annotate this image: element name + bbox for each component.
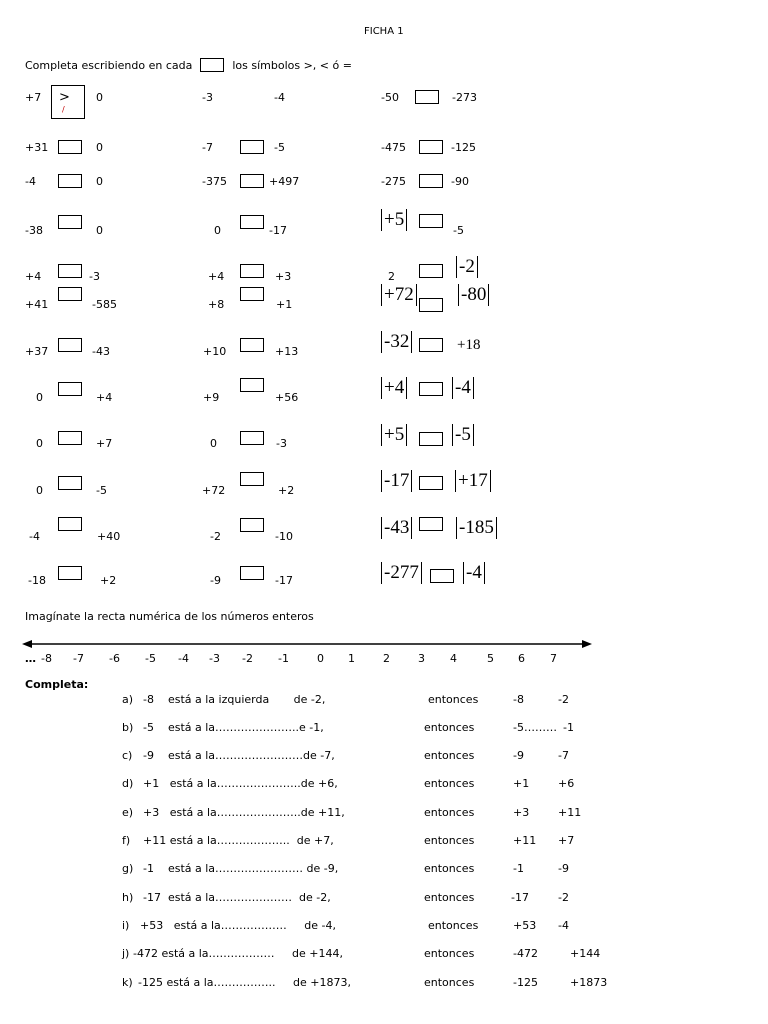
tick-label: -2	[242, 652, 253, 665]
right-number: -17	[269, 224, 287, 237]
item-b: -7	[558, 749, 569, 762]
right-number: 0	[96, 175, 103, 188]
left-number: -50	[381, 91, 399, 104]
left-number: -38	[25, 224, 43, 237]
item-letter: j)	[122, 947, 130, 960]
answer-box[interactable]	[240, 174, 264, 188]
tick-label: 2	[383, 652, 390, 665]
item-b: +144	[570, 947, 601, 960]
answer-symbol: >	[59, 90, 70, 105]
item-b: -9	[558, 862, 569, 875]
item-a: +1	[513, 777, 530, 790]
right-number: +13	[275, 345, 299, 358]
answer-box[interactable]	[58, 382, 82, 396]
right-number: -3	[276, 437, 287, 450]
right-number: +18	[457, 337, 481, 353]
tick-label: -5	[145, 652, 156, 665]
absolute-value: -2	[456, 256, 478, 278]
number-line-title: Imagínate la recta numérica de los números enteros	[25, 610, 314, 623]
absolute-value: +5	[381, 424, 407, 446]
item-b: +6	[558, 777, 575, 790]
item-a: -17	[511, 891, 529, 904]
item-b: +1873	[570, 976, 608, 989]
right-number: -5	[96, 484, 107, 497]
absolute-value: -4	[452, 377, 474, 399]
left-number: -275	[381, 175, 406, 188]
item-a: -5………	[513, 721, 557, 734]
item-b: -1	[563, 721, 574, 734]
absolute-value: -17	[381, 470, 412, 492]
item-letter: g)	[122, 862, 134, 875]
left-number: -18	[28, 574, 46, 587]
left-number: +4	[25, 270, 42, 283]
item-entonces: entonces	[428, 693, 479, 706]
answer-box[interactable]	[415, 90, 439, 104]
answer-box[interactable]	[58, 476, 82, 490]
answer-box[interactable]	[58, 431, 82, 445]
absolute-value: -4	[463, 562, 485, 584]
item-a: +53	[513, 919, 537, 932]
answer-box[interactable]	[240, 378, 264, 392]
left-number: +9	[203, 391, 220, 404]
item-b: +7	[558, 834, 575, 847]
item-entonces: entonces	[424, 947, 475, 960]
instruction	[25, 58, 352, 72]
left-number: +37	[25, 345, 49, 358]
left-number: 0	[36, 484, 43, 497]
worksheet-title: FICHA 1	[364, 26, 404, 37]
answer-box[interactable]	[419, 298, 443, 312]
right-number: +40	[97, 530, 121, 543]
answer-box[interactable]	[430, 569, 454, 583]
item-letter: a)	[122, 693, 134, 706]
item-statement: -1 está a la…………………… de -9,	[143, 862, 339, 875]
answer-box[interactable]	[240, 472, 264, 486]
item-b: -4	[558, 919, 569, 932]
item-statement: +3 está a la…………………..de +11,	[143, 806, 345, 819]
right-number: +1	[276, 298, 293, 311]
item-letter: f)	[122, 834, 131, 847]
left-number: 0	[36, 437, 43, 450]
answer-box[interactable]	[419, 432, 443, 446]
right-number: 0	[96, 91, 103, 104]
item-a: -125	[513, 976, 538, 989]
item-statement: -17 está a la………………… de -2,	[143, 891, 331, 904]
left-number: -4	[25, 175, 36, 188]
tick-label: 1	[348, 652, 355, 665]
item-statement: -472 está a la……………… de +144,	[133, 947, 343, 960]
completa-heading: Completa:	[25, 678, 89, 691]
item-b: +11	[558, 806, 582, 819]
answer-box[interactable]	[58, 174, 82, 188]
right-number: -273	[452, 91, 477, 104]
right-number: 0	[96, 224, 103, 237]
absolute-value: -32	[381, 331, 412, 353]
left-number: +31	[25, 141, 49, 154]
check-mark: /	[62, 105, 65, 114]
answer-box[interactable]	[240, 215, 264, 229]
answer-box[interactable]	[58, 338, 82, 352]
right-number: -585	[92, 298, 117, 311]
right-number: +497	[269, 175, 300, 188]
answer-box[interactable]	[58, 517, 82, 531]
left-number: 0	[210, 437, 217, 450]
item-entonces: entonces	[424, 749, 475, 762]
tick-label: -8	[41, 652, 52, 665]
left-arrow-icon	[22, 640, 32, 648]
instruction-text-1: Completa escribiendo en cada	[25, 59, 193, 72]
tick-label: 5	[487, 652, 494, 665]
tick-label: -6	[109, 652, 120, 665]
tick-label: 7	[550, 652, 557, 665]
left-number: -4	[29, 530, 40, 543]
ellipsis: …	[25, 652, 36, 665]
tick-label: -7	[73, 652, 84, 665]
item-letter: k)	[122, 976, 133, 989]
right-number: -43	[92, 345, 110, 358]
item-a: -1	[513, 862, 524, 875]
left-number: +10	[203, 345, 227, 358]
answer-box[interactable]	[58, 566, 82, 580]
item-statement: -9 está a la……………………de -7,	[143, 749, 335, 762]
left-number: -7	[202, 141, 213, 154]
item-b: -2	[558, 891, 569, 904]
item-letter: i)	[122, 919, 130, 932]
absolute-value: +5	[381, 209, 407, 231]
item-entonces: entonces	[424, 806, 475, 819]
right-number: +56	[275, 391, 299, 404]
answer-box[interactable]	[419, 338, 443, 352]
answer-box[interactable]	[419, 214, 443, 228]
answer-box[interactable]	[419, 517, 443, 531]
answer-box-sample	[200, 58, 224, 72]
item-entonces: entonces	[424, 891, 475, 904]
answer-box[interactable]	[240, 287, 264, 301]
item-statement: +1 está a la…………………..de +6,	[143, 777, 338, 790]
right-number: -3	[89, 270, 100, 283]
answer-box[interactable]	[240, 431, 264, 445]
instruction-text-2: los símbolos >, < ó =	[232, 59, 352, 72]
answer-box[interactable]	[58, 264, 82, 278]
right-number: -125	[451, 141, 476, 154]
tick-label: 4	[450, 652, 457, 665]
left-number: +7	[25, 91, 42, 104]
absolute-value: -43	[381, 517, 412, 539]
item-a: -8	[513, 693, 524, 706]
left-number: -375	[202, 175, 227, 188]
item-a: -9	[513, 749, 524, 762]
answer-box[interactable]	[240, 566, 264, 580]
left-number: 2	[388, 270, 395, 283]
right-arrow-icon	[582, 640, 592, 648]
right-number: -5	[453, 224, 464, 237]
right-number: -90	[451, 175, 469, 188]
item-entonces: entonces	[424, 976, 475, 989]
answer-box[interactable]	[58, 140, 82, 154]
left-number: 0	[36, 391, 43, 404]
item-b: -2	[558, 693, 569, 706]
item-letter: e)	[122, 806, 134, 819]
item-entonces: entonces	[424, 834, 475, 847]
answer-box[interactable]	[419, 476, 443, 490]
item-a: -472	[513, 947, 538, 960]
number-line	[22, 636, 594, 652]
answer-box[interactable]	[419, 382, 443, 396]
item-statement: -125 está a la…………….. de +1873,	[138, 976, 351, 989]
left-number: -2	[210, 530, 221, 543]
item-entonces: entonces	[424, 721, 475, 734]
absolute-value: -5	[452, 424, 474, 446]
item-entonces: entonces	[424, 862, 475, 875]
tick-label: -4	[178, 652, 189, 665]
absolute-value: -277	[381, 562, 422, 584]
left-number: -3	[202, 91, 213, 104]
answer-box[interactable]	[240, 140, 264, 154]
right-number: -10	[275, 530, 293, 543]
absolute-value: -80	[458, 284, 489, 306]
answer-box[interactable]	[58, 287, 82, 301]
item-statement: -8 está a la izquierda de -2,	[143, 693, 326, 706]
answer-box[interactable]	[240, 338, 264, 352]
example-answer-box[interactable]	[51, 85, 85, 119]
left-number: -475	[381, 141, 406, 154]
absolute-value: -185	[456, 517, 497, 539]
right-number: -4	[274, 91, 285, 104]
left-number: +8	[208, 298, 225, 311]
left-number: +72	[202, 484, 226, 497]
absolute-value: +4	[381, 377, 407, 399]
right-number: +7	[96, 437, 113, 450]
answer-box[interactable]	[419, 174, 443, 188]
absolute-value: +17	[455, 470, 491, 492]
left-number: +41	[25, 298, 49, 311]
absolute-value: +72	[381, 284, 417, 306]
item-letter: d)	[122, 777, 134, 790]
item-letter: h)	[122, 891, 134, 904]
item-a: +11	[513, 834, 537, 847]
answer-box[interactable]	[419, 140, 443, 154]
answer-box[interactable]	[240, 264, 264, 278]
left-number: -9	[210, 574, 221, 587]
item-statement: +53 está a la……………… de -4,	[140, 919, 336, 932]
right-number: +4	[96, 391, 113, 404]
answer-box[interactable]	[58, 215, 82, 229]
tick-label: 0	[317, 652, 324, 665]
tick-label: 3	[418, 652, 425, 665]
tick-label: -3	[209, 652, 220, 665]
right-number: 0	[96, 141, 103, 154]
left-number: +4	[208, 270, 225, 283]
answer-box[interactable]	[240, 518, 264, 532]
item-entonces: entonces	[428, 919, 479, 932]
item-statement: -5 está a la…………………..e -1,	[143, 721, 324, 734]
tick-label: -1	[278, 652, 289, 665]
left-number: 0	[214, 224, 221, 237]
answer-box[interactable]	[419, 264, 443, 278]
item-letter: c)	[122, 749, 133, 762]
item-entonces: entonces	[424, 777, 475, 790]
right-number: +2	[100, 574, 117, 587]
item-a: +3	[513, 806, 530, 819]
item-statement: +11 está a la……………….. de +7,	[143, 834, 334, 847]
right-number: -5	[274, 141, 285, 154]
right-number: +2	[278, 484, 295, 497]
tick-label: 6	[518, 652, 525, 665]
item-letter: b)	[122, 721, 134, 734]
right-number: -17	[275, 574, 293, 587]
right-number: +3	[275, 270, 292, 283]
